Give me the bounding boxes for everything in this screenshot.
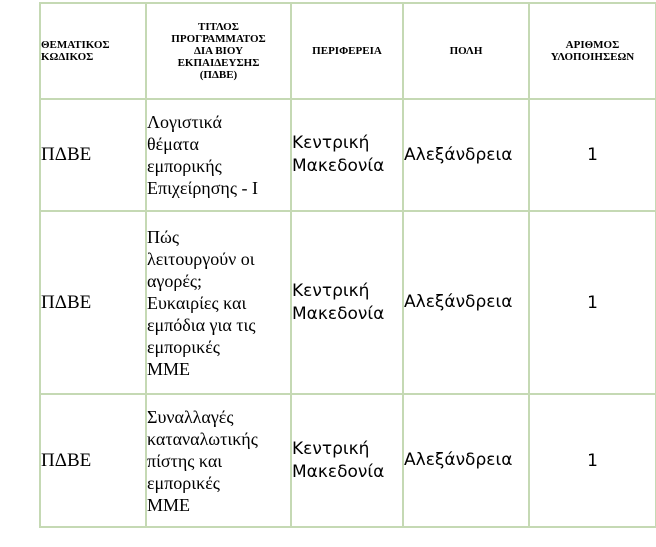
- header-title: ΤΙΤΛΟΣ ΠΡΟΓΡΑΜΜΑΤΟΣ ΔΙΑ ΒΙΟΥ ΕΚΠΑΙΔΕΥΣΗΣ (ΠΔΒΕ): [146, 3, 291, 99]
- header-region: ΠΕΡΙΦΕΡΕΙΑ: [291, 3, 403, 99]
- programs-table: [39, 2, 656, 528]
- cell-code: ΠΔΒΕ: [40, 211, 146, 394]
- cell-region: Κεντρική Μακεδονία: [291, 99, 403, 211]
- cell-region: Κεντρική Μακεδονία: [291, 394, 403, 527]
- cell-code: ΠΔΒΕ: [40, 99, 146, 211]
- table-row: [40, 99, 656, 211]
- header-city: ΠΟΛΗ: [403, 3, 529, 99]
- cell-title: Λογιστικά θέματα εμπορικής Επιχείρησης - Ι: [146, 99, 291, 211]
- header-code: ΘΕΜΑΤΙΚΟΣ ΚΩΔΙΚΟΣ: [40, 3, 146, 99]
- cell-code: ΠΔΒΕ: [40, 394, 146, 527]
- header-count: ΑΡΙΘΜΟΣ ΥΛΟΠΟΙΗΣΕΩΝ: [529, 3, 656, 99]
- cell-city: Αλεξάνδρεια: [403, 394, 529, 527]
- table-row: [40, 394, 656, 527]
- cell-city: Αλεξάνδρεια: [403, 99, 529, 211]
- header-row: [40, 3, 656, 99]
- cell-title: Συναλλαγές καταναλωτικής πίστης και εμπορικές ΜΜΕ: [146, 394, 291, 527]
- cell-count: 1: [529, 211, 656, 394]
- cell-title: Πώς λειτουργούν οι αγορές; Ευκαιρίες και εμπόδια για τις εμπορικές ΜΜΕ: [146, 211, 291, 394]
- cell-city: Αλεξάνδρεια: [403, 211, 529, 394]
- cell-count: 1: [529, 99, 656, 211]
- cell-region: Κεντρική Μακεδονία: [291, 211, 403, 394]
- table-row: [40, 211, 656, 394]
- cell-count: 1: [529, 394, 656, 527]
